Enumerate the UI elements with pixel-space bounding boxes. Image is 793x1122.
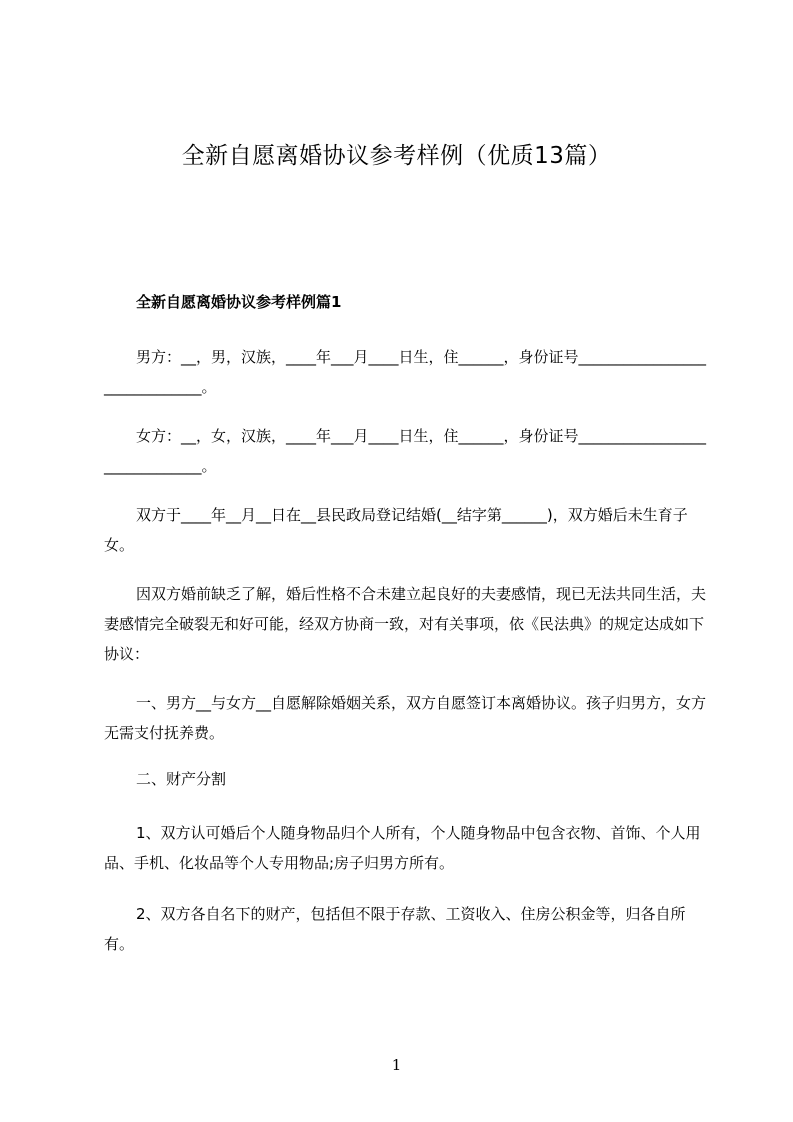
paragraph-marriage-registration: 双方于____年__月__日在__县民政局登记结婚(__结字第______)，双方婚后未生育子女。 — [104, 506, 688, 554]
paragraph-clause-one: 一、男方__与女方__自愿解除婚姻关系，双方自愿签订本离婚协议。孩子归男方，女方无需支付抚养费。 — [104, 694, 707, 742]
paragraph-male-party: 男方：__，男，汉族，____年___月____日生，住______，身份证号______________________________。 — [104, 348, 707, 396]
paragraph-female-party: 女方：__，女，汉族，____年___月____日生，住______，身份证号______________________________。 — [104, 427, 707, 475]
paragraph-property-clause-2: 2、双方各自名下的财产，包括但不限于存款、工资收入、住房公积金等，归各自所有。 — [104, 905, 686, 953]
property-division-heading: 二、财产分割 — [136, 770, 227, 788]
section-heading: 全新自愿离婚协议参考样例篇1 — [136, 293, 342, 311]
page-number: 1 — [391, 1056, 402, 1074]
document-title: 全新自愿离婚协议参考样例（优质13篇） — [181, 143, 612, 169]
paragraph-property-clause-1: 1、双方认可婚后个人随身物品归个人所有，个人随身物品中包含衣物、首饰、个人用品、手机、化妆品等个人专用物品;房子归男方所有。 — [104, 824, 701, 872]
paragraph-divorce-reason: 因双方婚前缺乏了解，婚后性格不合未建立起良好的夫妻感情，现已无法共同生活，夫妻感情完全破裂无和好可能，经双方协商一致，对有关事项，依《民法典》的规定达成如下协议： — [104, 585, 707, 663]
